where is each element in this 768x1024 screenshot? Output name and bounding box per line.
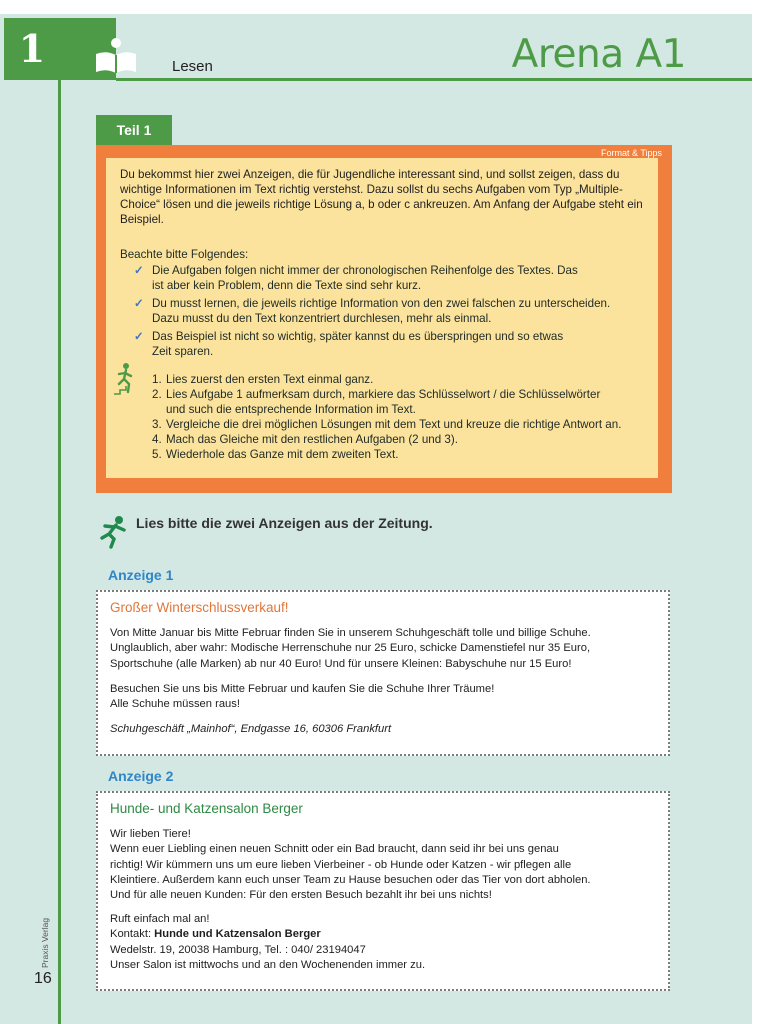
ad2-text-line: Wir lieben Tiere! — [110, 828, 191, 841]
list-item — [152, 372, 652, 387]
reading-book-icon — [92, 34, 140, 76]
ad2-text-line: Kleintiere. Außerdem kann euch unser Team zu Hause besuchen oder das Tier von dort abholen. — [110, 873, 591, 886]
step-line: und such die entsprechende Information im Text. — [166, 403, 416, 416]
ad2-text-line: Unser Salon ist mittwochs und an den Wochenenden immer zu. — [110, 958, 426, 971]
reading-instruction: Lies bitte die zwei Anzeigen aus der Zeitung. — [136, 515, 433, 531]
step-line: Vergleiche die drei möglichen Lösungen mit dem Text und kreuze die richtige Antwort an. — [166, 418, 622, 431]
step-number: 1. — [152, 373, 162, 386]
ad1-box — [96, 590, 670, 756]
chapter-number: 1 — [18, 26, 46, 71]
ad1-text-line: Von Mitte Januar bis Mitte Februar finden Sie in unserem Schuhgeschäft tolle und billige Schuhe. — [110, 627, 591, 640]
notes-intro: Beachte bitte Folgendes: — [120, 248, 249, 261]
note-line: Die Aufgaben folgen nicht immer der chronologischen Reihenfolge des Textes. Das — [152, 264, 578, 277]
step-line: Mach das Gleiche mit den restlichen Aufgaben (2 und 3). — [166, 433, 458, 446]
list-item — [152, 432, 652, 447]
list-item — [132, 329, 652, 359]
intro-paragraph: Du bekommst hier zwei Anzeigen, die für Jugendliche interessant sind, und sollst zeigen, dass du wichtige Informationen im Text richtig verstehst. Dazu sollst du sechs Aufgaben vom Typ „Multiple-Choice“ lösen und die jeweils richtige Lösung a, b oder c ankreuzen. Am Anfang der Aufgabe steht ein Beispiel. — [120, 168, 643, 226]
publisher-name: Praxis Verlag — [40, 917, 50, 968]
teil-tab: Teil 1 — [96, 115, 172, 145]
check-icon: ✓ — [134, 330, 144, 343]
list-item — [152, 447, 652, 462]
note-line: Dazu musst du den Text konzentriert durchlesen, mehr als einmal. — [152, 312, 492, 325]
steps-list — [152, 372, 652, 462]
list-item — [152, 387, 652, 417]
check-icon: ✓ — [134, 297, 144, 310]
step-number: 2. — [152, 388, 162, 401]
ad2-title: Hunde- und Katzensalon Berger — [110, 801, 303, 816]
ad1-text-line: Unglaublich, aber wahr: Modische Herrenschuhe nur 25 Euro, schicke Damenstiefel nur 35 Euro, — [110, 642, 591, 655]
ad1-label: Anzeige 1 — [108, 567, 174, 583]
contact-label: Kontakt: — [110, 928, 155, 941]
ad1-title: Großer Winterschlussverkauf! — [110, 600, 289, 615]
ad1-text-line: Sportschuhe (alle Marken) ab nur 40 Euro! Und für unsere Kleinen: Babyschuhe nur 15 Euro! — [110, 657, 572, 670]
ad1-address: Schuhgeschäft „Mainhof“, Endgasse 16, 60306 Frankfurt — [110, 723, 392, 736]
section-label: Lesen — [172, 58, 213, 75]
note-line: Zeit sparen. — [152, 345, 214, 358]
ad2-text-line: Ruft einfach mal an! — [110, 913, 210, 926]
ad1-text-line: Alle Schuhe müssen raus! — [110, 698, 240, 711]
list-item — [132, 296, 652, 326]
ad2-contact — [110, 927, 658, 942]
ad2-text-line: Und für alle neuen Kunden: Für den ersten Besuch bezahlt ihr bei uns nichts! — [110, 889, 492, 902]
note-line: Du musst lernen, die jeweils richtige Information von den zwei falschen zu unterscheiden. — [152, 297, 611, 310]
format-label: Format & Tipps — [600, 148, 662, 158]
ad2-text-line: Wenn euer Liebling einen neuen Schnitt oder ein Bad braucht, dann seid ihr bei uns genau — [110, 843, 559, 856]
margin-divider — [58, 80, 61, 1024]
header-divider — [116, 78, 752, 81]
ad1-text-line: Besuchen Sie uns bis Mitte Februar und kaufen Sie die Schuhe Ihrer Träume! — [110, 682, 495, 695]
step-line: Wiederhole das Ganze mit dem zweiten Text. — [166, 448, 399, 461]
page-number: 16 — [34, 970, 52, 987]
notes-list — [132, 263, 652, 362]
step-number: 3. — [152, 418, 162, 431]
contact-name: Hunde und Katzensalon Berger — [154, 928, 321, 941]
ad2-text-line: Wedelstr. 19, 20038 Hamburg, Tel. : 040/ 23194047 — [110, 943, 366, 956]
step-line: Lies zuerst den ersten Text einmal ganz. — [166, 373, 374, 386]
step-number: 4. — [152, 433, 162, 446]
book-title: Arena A1 — [511, 32, 686, 77]
step-number: 5. — [152, 448, 162, 461]
runner-icon — [94, 514, 130, 550]
note-line: Das Beispiel ist nicht so wichtig, später kannst du es überspringen und so etwas — [152, 330, 564, 343]
list-item — [132, 263, 652, 293]
note-line: ist aber kein Problem, denn die Texte sind sehr kurz. — [152, 279, 422, 292]
tips-intro — [120, 167, 650, 227]
ad2-box — [96, 791, 670, 991]
list-item — [152, 417, 652, 432]
climbing-stairs-icon — [112, 362, 142, 396]
step-line: Lies Aufgabe 1 aufmerksam durch, markiere das Schlüsselwort / die Schlüsselwörter — [166, 388, 601, 401]
check-icon: ✓ — [134, 264, 144, 277]
ad2-text-line: richtig! Wir kümmern uns um eure lieben Vierbeiner - ob Hunde oder Katzen - wir pflegen alle — [110, 858, 572, 871]
ad2-label: Anzeige 2 — [108, 768, 174, 784]
